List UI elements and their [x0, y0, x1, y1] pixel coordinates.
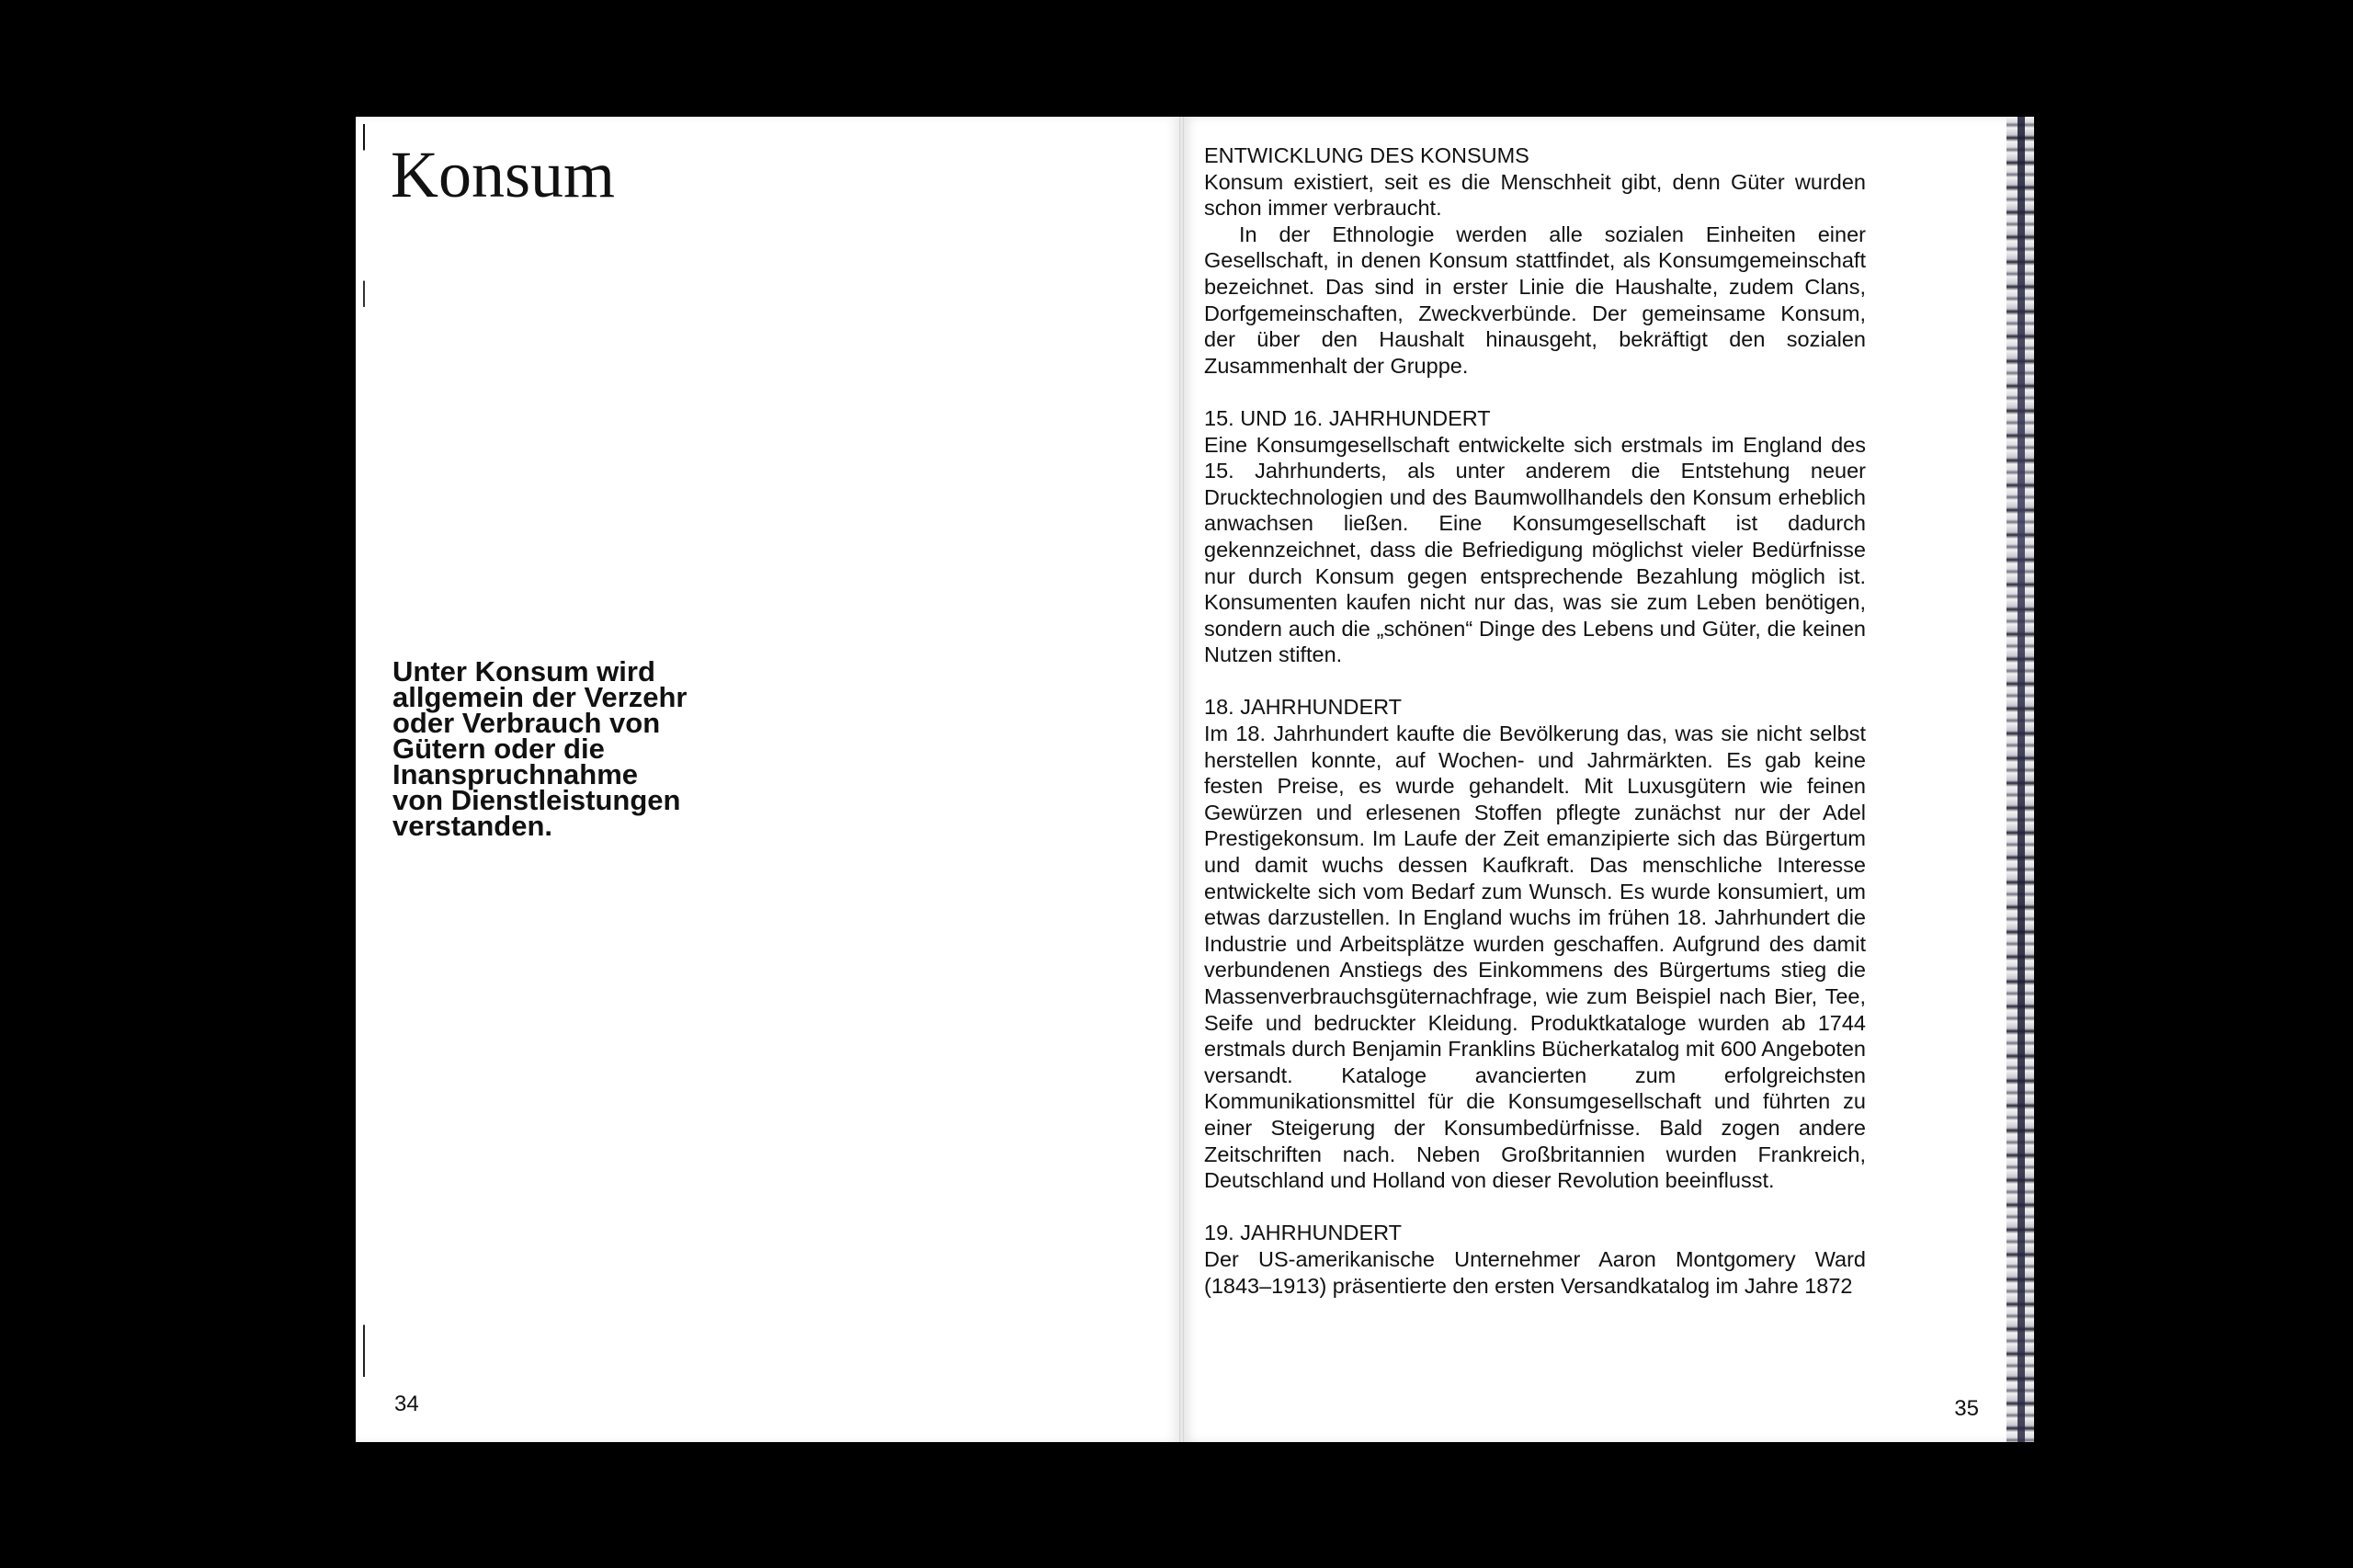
left-page — [356, 117, 1179, 1442]
right-page — [1184, 117, 2006, 1442]
section-19-jahrhundert — [1204, 1220, 1866, 1299]
section-paragraph: Der US-amerikanische Unternehmer Aaron Montgomery Ward (1843–1913) präsentierte den ersten Versandkatalog im Jahre 1872 — [1204, 1246, 1866, 1298]
page-number-left: 34 — [394, 1392, 419, 1416]
section-paragraph: In der Ethnologie werden alle sozialen Einheiten einer Gesellschaft, in denen Konsum stattfindet, als Konsumgemeinschaft bezeichnet. Das sind in erster Linie die Haushalte, zudem Clans, Dorfgemeinschaften, Zweckverbünde. Der gemeinsame Konsum, der über den Haushalt hinausgeht, bekräftigt den sozialen Zusammenhalt der Gruppe. — [1204, 222, 1866, 378]
section-paragraph: Konsum existiert, seit es die Menschheit gibt, denn Güter wurden schon immer verbraucht. — [1204, 169, 1866, 221]
page-stack-edge-shadow — [2018, 117, 2025, 1442]
page-number-right: 35 — [1954, 1396, 1979, 1421]
section-heading: 15. UND 16. JAHRHUNDERT — [1204, 405, 1491, 430]
lead-paragraph: Unter Konsum wird allgemein der Verzehr oder Verbrauch von Gütern oder die Inanspruchnahme von Dienstleistungen verstanden. — [392, 655, 688, 842]
page-edge-mark — [363, 124, 365, 1429]
section-15-16-jahrhundert — [1204, 405, 1866, 668]
body-text — [1204, 142, 1866, 1325]
section-paragraph: Im 18. Jahrhundert kaufte die Bevölkerung das, was sie nicht selbst herstellen konnte, auf Wochen- und Jahrmärkten. Es gab keine festen Preise, es wurde gehandelt. Mit Luxusgütern wie feinen Gewürzen und erlesenen Stoffen pflegte zunächst nur der Adel Prestigekonsum. Im Laufe der Zeit emanzipierte sich das Bürgertum und damit wuchs dessen Kaufkraft. Das menschliche Interesse entwickelte sich vom Bedarf zum Wunsch. Es wurde konsumiert, um etwas darzustellen. In England wuchs im frühen 18. Jahrhundert die Industrie und Arbeitsplätze wurden geschaffen. Aufgrund des damit verbundenen Anstiegs des Einkommens des Bürgertums stieg die Massenverbrauchsgüternachfrage, wie zum Beispiel nach Bier, Tee, Seife und bedruckter Kleidung. Produktkataloge wurden ab 1744 erstmals durch Benjamin Franklins Bücherkatalog mit 600 Angeboten versandt. Kataloge avancierten zum erfolgreichsten Kommunikationsmittel für die Konsumgesellschaft und führten zu einer Steigerung der Konsumbedürfnisse. Bald zogen andere Zeitschriften nach. Neben Großbritannien wurden Frankreich, Deutschland und Holland von dieser Revolution beeinflusst. — [1204, 722, 1866, 1193]
section-heading: ENTWICKLUNG DES KONSUMS — [1204, 143, 1529, 167]
page-title: Konsum — [391, 138, 616, 211]
section-entwicklung — [1204, 142, 1866, 379]
section-heading: 19. JAHRHUNDERT — [1204, 1221, 1403, 1245]
section-paragraph: Eine Konsumgesellschaft entwickelte sich erstmals im England des 15. Jahrhunderts, als unter anderem die Entstehung neuer Drucktechnologien und des Baumwollhandels den Konsum erheblich anwachsen ließen. Eine Konsumgesellschaft ist dadurch gekennzeichnet, dass die Befriedigung möglichst vieler Bedürfnisse nur durch Konsum gegen entsprechende Bezahlung möglich ist. Konsumenten kaufen nicht nur das, was sie zum Leben benötigen, sondern auch die „schönen“ Dinge des Lebens und Güter, die keinen Nutzen stiften. — [1204, 432, 1866, 667]
section-heading: 18. JAHRHUNDERT — [1204, 695, 1403, 720]
section-18-jahrhundert — [1204, 694, 1866, 1193]
